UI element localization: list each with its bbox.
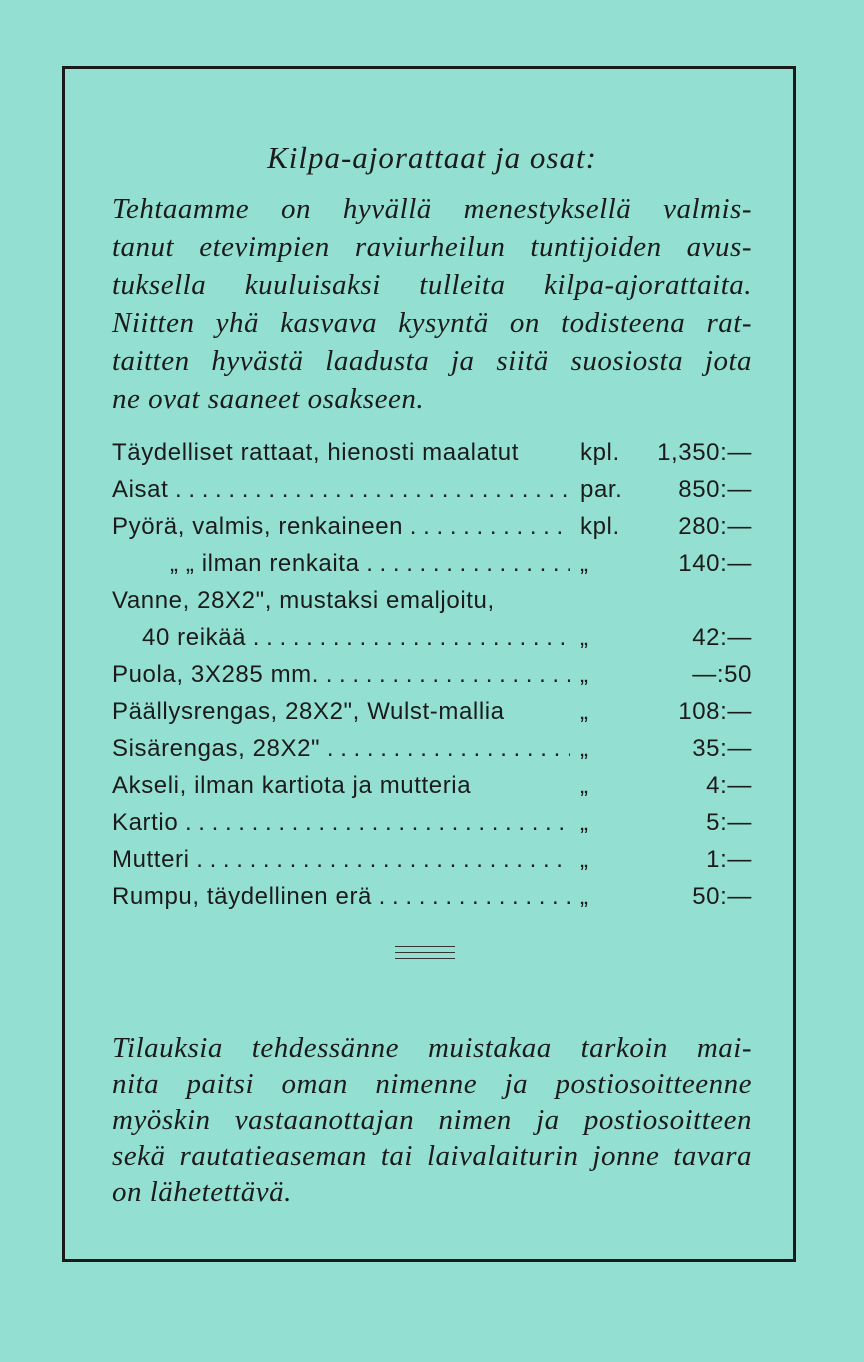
intro-paragraph bbox=[112, 190, 752, 418]
price-row bbox=[112, 693, 752, 730]
item-price: 280:— bbox=[678, 513, 752, 540]
price-row bbox=[112, 582, 752, 619]
price-row bbox=[112, 471, 752, 508]
item-unit: kpl. bbox=[580, 513, 620, 540]
item-unit: „ bbox=[580, 809, 589, 836]
item-price: 35:— bbox=[692, 735, 752, 762]
price-row bbox=[112, 545, 752, 582]
item-price: 850:— bbox=[678, 476, 752, 503]
item-name: Mutteri . . . bbox=[112, 841, 570, 878]
intro-line: tanut etevimpien raviurheilun tuntijoiden avus- bbox=[112, 231, 752, 263]
price-row bbox=[112, 508, 752, 545]
ordering-note-line: on lähetettävä. bbox=[112, 1176, 292, 1208]
item-unit: kpl. bbox=[580, 439, 620, 466]
item-unit: „ bbox=[580, 624, 589, 651]
item-name: Aisat . . . bbox=[112, 471, 570, 508]
price-row bbox=[112, 767, 752, 804]
section-separator-line bbox=[395, 952, 455, 953]
item-name: Rumpu, täydellinen erä . . . bbox=[112, 878, 570, 915]
ordering-note-line: myöskin vastaanottajan nimen ja postiosoitteen bbox=[112, 1104, 752, 1136]
item-name: Pyörä, valmis, renkaineen . . . bbox=[112, 508, 570, 545]
item-name: Vanne, 28X2", mustaksi emaljoitu, bbox=[112, 587, 495, 614]
page-title: Kilpa-ajorattaat ja osat: bbox=[267, 140, 597, 175]
item-unit: par. bbox=[580, 476, 623, 503]
ordering-note-line: nita paitsi oman nimenne ja postiosoitteenne bbox=[112, 1068, 752, 1100]
intro-line: tuksella kuuluisaksi tulleita kilpa-ajorattaita. bbox=[112, 269, 752, 301]
item-name: Kartio . . . bbox=[112, 804, 570, 841]
item-name: Akseli, ilman kartiota ja mutteria bbox=[112, 772, 472, 799]
item-unit: „ bbox=[580, 883, 589, 910]
item-name: Puola, 3X285 mm. . . . bbox=[112, 656, 570, 693]
item-unit: „ bbox=[580, 772, 589, 799]
item-name: „ „ ilman renkaita . . . bbox=[112, 545, 570, 582]
item-price: —:50 bbox=[692, 661, 752, 688]
item-price: 1,350:— bbox=[657, 439, 752, 466]
section-separator-line bbox=[395, 946, 455, 947]
item-name: Täydelliset rattaat, hienosti maalatut bbox=[112, 439, 519, 466]
price-row bbox=[112, 656, 752, 693]
price-row bbox=[112, 841, 752, 878]
price-list bbox=[112, 434, 752, 915]
intro-line: Niitten yhä kasvava kysyntä on todisteena rat- bbox=[112, 307, 752, 339]
item-unit: „ bbox=[580, 698, 589, 725]
item-price: 50:— bbox=[692, 883, 752, 910]
item-name: 40 reikää . . . bbox=[112, 619, 570, 656]
item-name: Sisärengas, 28X2" . . . bbox=[112, 730, 570, 767]
item-unit: „ bbox=[580, 550, 589, 577]
ordering-note-line: Tilauksia tehdessänne muistakaa tarkoin mai- bbox=[112, 1032, 752, 1064]
price-row bbox=[112, 804, 752, 841]
section-separator-line bbox=[395, 958, 455, 959]
item-name: Päällysrengas, 28X2", Wulst-mallia bbox=[112, 698, 505, 725]
price-row bbox=[112, 434, 752, 471]
item-price: 1:— bbox=[706, 846, 752, 873]
item-price: 140:— bbox=[678, 550, 752, 577]
item-unit: „ bbox=[580, 735, 589, 762]
ordering-note-line: sekä rautatieaseman tai laivalaiturin jonne tavara bbox=[112, 1140, 752, 1172]
intro-line: ne ovat saaneet osakseen. bbox=[112, 383, 425, 415]
ordering-note bbox=[112, 1030, 752, 1210]
item-price: 42:— bbox=[692, 624, 752, 651]
intro-line: taitten hyvästä laadusta ja siitä suosiosta jota bbox=[112, 345, 752, 377]
item-price: 108:— bbox=[678, 698, 752, 725]
item-unit: „ bbox=[580, 846, 589, 873]
item-unit: „ bbox=[580, 661, 589, 688]
item-price: 5:— bbox=[706, 809, 752, 836]
price-row bbox=[112, 878, 752, 915]
price-row bbox=[112, 730, 752, 767]
item-price: 4:— bbox=[706, 772, 752, 799]
intro-line: Tehtaamme on hyvällä menestyksellä valmis- bbox=[112, 193, 752, 225]
price-row bbox=[112, 619, 752, 656]
